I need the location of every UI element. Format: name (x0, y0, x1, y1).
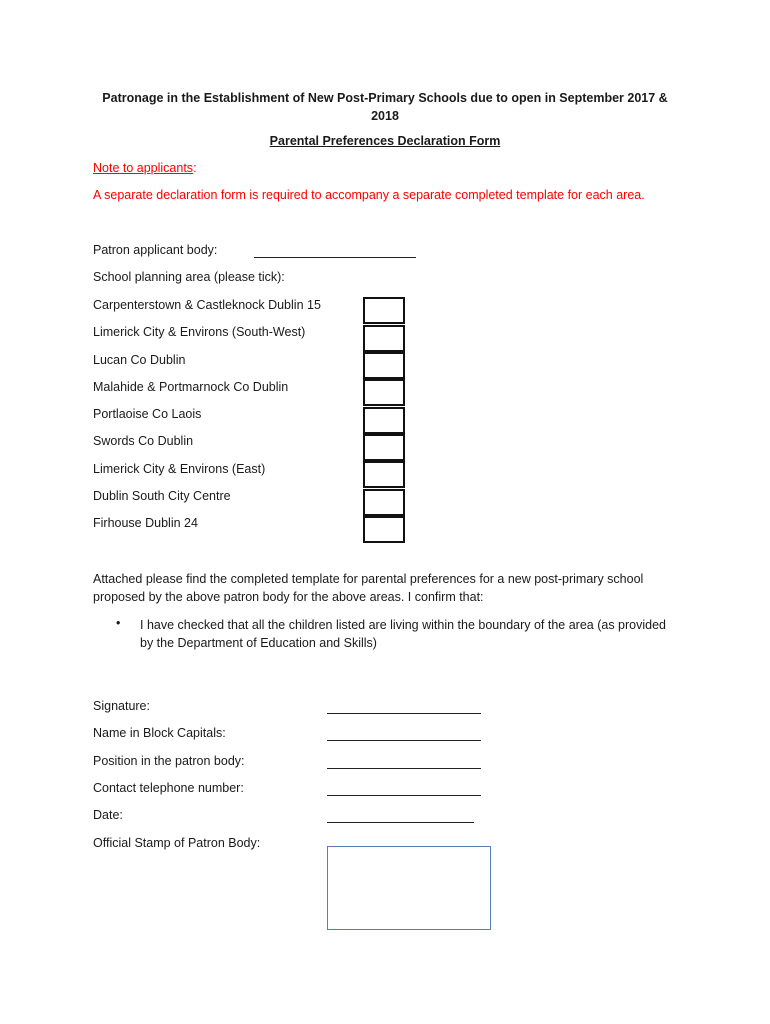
patron-position-field[interactable] (327, 768, 481, 769)
planning-area-label: School planning area (please tick): (93, 270, 285, 284)
official-stamp-box[interactable] (327, 846, 491, 930)
area-checkbox[interactable] (363, 461, 405, 488)
note-heading-label: Note to applicants (93, 161, 194, 175)
contact-phone-label: Contact telephone number: (93, 781, 244, 795)
patron-position-label: Position in the patron body: (93, 754, 245, 768)
form-subtitle: Parental Preferences Declaration Form (269, 134, 501, 148)
form-title (90, 89, 680, 125)
confirmation-paragraph: Attached please find the completed template for parental preferences for a new post-primary school proposed by the above patron body for the above areas. I confirm that: (93, 572, 644, 604)
area-checkbox[interactable] (363, 352, 405, 379)
area-checkbox[interactable] (363, 297, 405, 324)
area-checkbox[interactable] (363, 434, 405, 461)
title-line-2: 2018 (371, 109, 399, 123)
area-label: Portlaoise Co Laois (93, 407, 202, 421)
area-checkbox[interactable] (363, 489, 405, 516)
area-label: Carpenterstown & Castleknock Dublin 15 (93, 298, 321, 312)
area-label: Limerick City & Environs (South-West) (93, 325, 306, 339)
bullet-dot-icon: • (116, 616, 121, 630)
patron-applicant-field[interactable] (254, 257, 416, 258)
area-label: Dublin South City Centre (93, 489, 231, 503)
title-line-1: Patronage in the Establishment of New Post-Primary Schools due to open in September 2017 & (102, 91, 668, 105)
area-label: Swords Co Dublin (93, 434, 194, 448)
date-field[interactable] (327, 822, 474, 823)
block-capitals-name-label: Name in Block Capitals: (93, 726, 226, 740)
area-label: Malahide & Portmarnock Co Dublin (93, 380, 289, 394)
official-stamp-label: Official Stamp of Patron Body: (93, 836, 261, 850)
area-checkbox[interactable] (363, 407, 405, 434)
note-heading-colon: : (193, 161, 197, 175)
note-heading (93, 161, 197, 175)
signature-field[interactable] (327, 713, 481, 714)
area-checkbox[interactable] (363, 379, 405, 406)
area-label: Limerick City & Environs (East) (93, 462, 266, 476)
block-capitals-name-field[interactable] (327, 740, 481, 741)
area-checkbox[interactable] (363, 516, 405, 543)
date-label: Date: (93, 808, 123, 822)
area-label: Firhouse Dublin 24 (93, 516, 198, 530)
area-label: Lucan Co Dublin (93, 353, 186, 367)
contact-phone-field[interactable] (327, 795, 481, 796)
note-text: A separate declaration form is required to accompany a separate completed template for each area. (93, 188, 645, 202)
patron-applicant-label: Patron applicant body: (93, 243, 218, 257)
area-checkbox[interactable] (363, 325, 405, 352)
signature-label: Signature: (93, 699, 150, 713)
confirmation-bullet-text: I have checked that all the children listed are living within the boundary of the area (as provided by the Department of Education and Skills) (140, 618, 667, 650)
